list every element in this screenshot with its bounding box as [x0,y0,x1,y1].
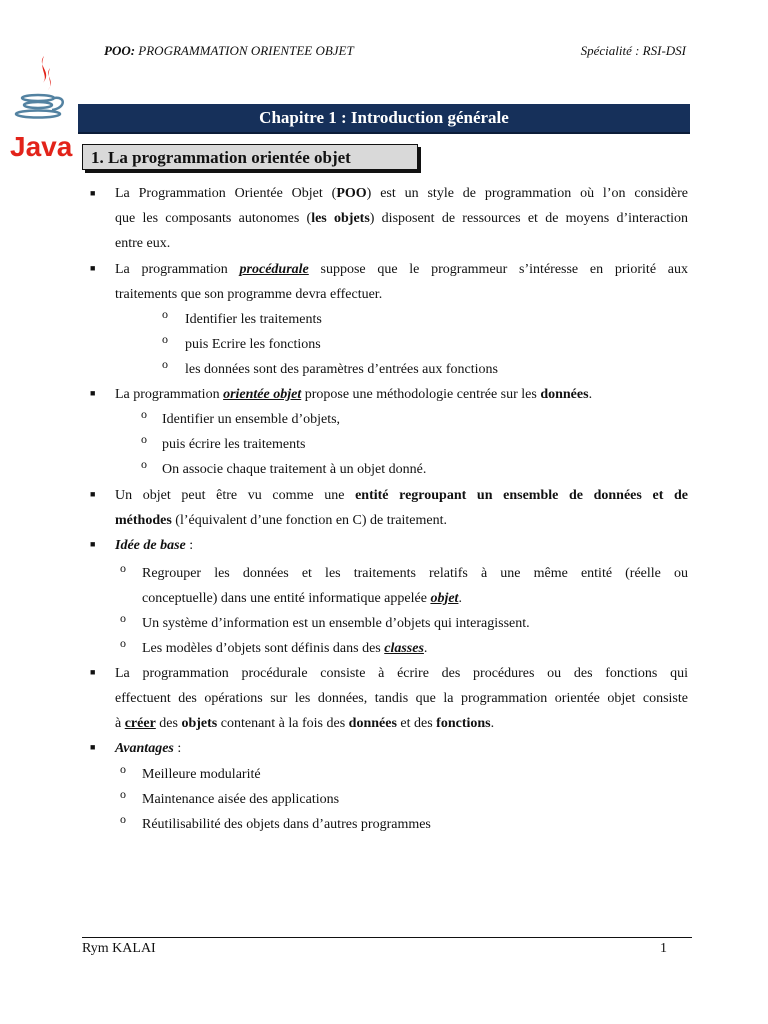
circle-bullet-icon: o [141,407,147,421]
p7-heading: Avantages : [115,741,182,756]
bullet-square-icon: ■ [90,489,96,499]
header-title-bold: POO: [104,43,136,58]
p1-line1: La Programmation Orientée Objet (POO) est un style de programmation où l’on considère [115,186,688,201]
p6-line1: La programmation procédurale consiste à écrire des procédures ou des fonctions qui [115,666,688,681]
p3-sub2: puis écrire les traitements [162,437,306,452]
p5-sub1-line2: conceptuelle) dans une entité informatique appelée objet. [142,591,462,606]
circle-bullet-icon: o [120,812,126,826]
footer-divider [82,937,692,938]
circle-bullet-icon: o [162,307,168,321]
p2-sub2: puis Ecrire les fonctions [185,337,321,352]
p3-sub1: Identifier un ensemble d’objets, [162,412,341,427]
p6-line3: à créer des objets contenant à la fois des données et des fonctions. [115,716,495,731]
p7-sub2: Maintenance aisée des applications [142,792,340,807]
bullet-square-icon: ■ [90,263,96,273]
java-logo-text: Java [10,131,73,162]
p1-line3: entre eux. [115,236,171,251]
bullet-square-icon: ■ [90,539,96,549]
circle-bullet-icon: o [141,432,147,446]
p6-line2: effectuent des opérations sur les données, tandis que la programmation orientée objet consiste [115,691,688,706]
p7-sub1: Meilleure modularité [142,767,261,782]
footer-author: Rym KALAI [82,941,156,956]
p2-sub1: Identifier les traitements [185,312,322,327]
p3-sub3: On associe chaque traitement à un objet donné. [162,462,427,477]
circle-bullet-icon: o [120,636,126,650]
bullet-square-icon: ■ [90,667,96,677]
circle-bullet-icon: o [141,457,147,471]
p4-line2: méthodes (l’équivalent d’une fonction en C) de traitement. [115,513,448,528]
chapter-title: Chapitre 1 : Introduction générale [78,104,690,132]
p5-sub2: Un système d’information est un ensemble d’objets qui interagissent. [142,616,530,631]
circle-bullet-icon: o [120,561,126,575]
circle-bullet-icon: o [120,762,126,776]
page-number: 1 [660,941,667,956]
header-title [104,43,354,59]
p5-sub3: Les modèles d’objets sont définis dans des classes. [142,641,428,656]
bullet-square-icon: ■ [90,388,96,398]
p4-line1: Un objet peut être vu comme une entité regroupant un ensemble de données et de [115,488,688,503]
circle-bullet-icon: o [120,787,126,801]
p2-line2: traitements que son programme devra effectuer. [115,287,383,302]
p5-heading: Idée de base : [115,538,194,553]
header-title-text: PROGRAMMATION ORIENTEE OBJET [138,43,354,58]
p1-line2: que les composants autonomes (les objets) disposent de ressources et de moyens d’interaction [115,211,688,226]
java-coffee-cup-icon [8,50,74,162]
header-specialite: Spécialité : RSI-DSI [580,43,686,58]
circle-bullet-icon: o [162,332,168,346]
section-title: 1. La programmation orientée objet [82,144,418,170]
p2-line1: La programmation procédurale suppose que le programmeur s’intéresse en priorité aux [115,262,688,277]
circle-bullet-icon: o [162,357,168,371]
bullet-square-icon: ■ [90,742,96,752]
circle-bullet-icon: o [120,611,126,625]
p3-line1: La programmation orientée objet propose une méthodologie centrée sur les données. [115,387,593,402]
p7-sub3: Réutilisabilité des objets dans d’autres programmes [142,817,431,832]
p5-sub1-line1: Regrouper les données et les traitements relatifs à une même entité (réelle ou [142,566,688,581]
bullet-square-icon: ■ [90,188,96,198]
p2-sub3: les données sont des paramètres d’entrées aux fonctions [185,362,498,377]
